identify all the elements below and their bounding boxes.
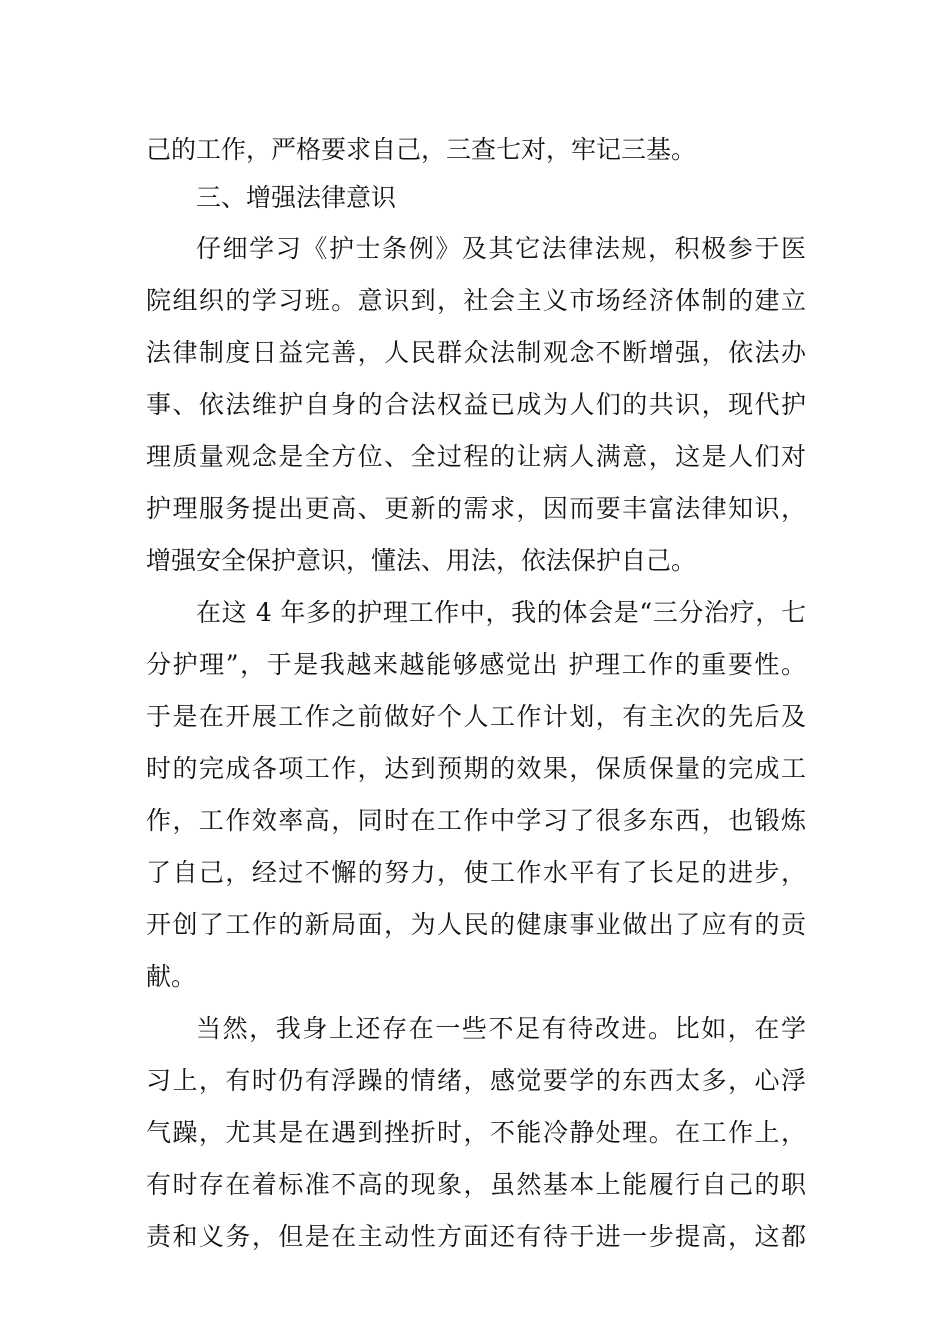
text-line: 理质量观念是全方位、全过程的让病人满意，这是人们对	[146, 442, 806, 471]
text-line: 开创了工作的新局面，为人民的健康事业做出了应有的贡	[146, 910, 806, 939]
text-line: 时的完成各项工作，达到预期的效果，保质保量的完成工	[146, 754, 806, 783]
text-line: 责和义务，但是在主动性方面还有待于进一步提高，这都	[146, 1222, 806, 1251]
text-line: 于是在开展工作之前做好个人工作计划，有主次的先后及	[146, 702, 806, 731]
text-line: 法律制度日益完善，人民群众法制观念不断增强，依法办	[146, 338, 806, 367]
text-line: 献。	[146, 962, 197, 991]
section-heading: 三、增强法律意识	[196, 183, 397, 212]
text-line: 作，工作效率高，同时在工作中学习了很多东西，也锻炼	[146, 806, 806, 835]
text-line: 己的工作，严格要求自己，三查七对，牢记三基。	[146, 135, 697, 164]
text-line: 了自己，经过不懈的努力，使工作水平有了长足的进步，	[146, 858, 806, 887]
text-line: 气躁，尤其是在遇到挫折时，不能冷静处理。在工作上，	[146, 1118, 806, 1147]
text-line: 事、依法维护自身的合法权益已成为人们的共识，现代护	[146, 390, 806, 419]
text-line: 护理服务提出更高、更新的需求，因而要丰富法律知识，	[146, 494, 806, 523]
text-line: 增强安全保护意识，懂法、用法，依法保护自己。	[146, 546, 697, 575]
text-line: 有时存在着标准不高的现象，虽然基本上能履行自己的职	[146, 1170, 806, 1199]
text-line: 仔细学习《护士条例》及其它法律法规，积极参于医	[196, 234, 806, 263]
text-line: 习上，有时仍有浮躁的情绪，感觉要学的东西太多，心浮	[146, 1066, 806, 1095]
text-line: 分护理”，于是我越来越能够感觉出 护理工作的重要性。	[146, 650, 806, 679]
text-line: 院组织的学习班。意识到，社会主义市场经济体制的建立	[146, 286, 806, 315]
text-line: 在这 4 年多的护理工作中，我的体会是“三分治疗，七	[196, 598, 806, 627]
text-line: 当然，我身上还存在一些不足有待改进。比如，在学	[196, 1014, 806, 1043]
